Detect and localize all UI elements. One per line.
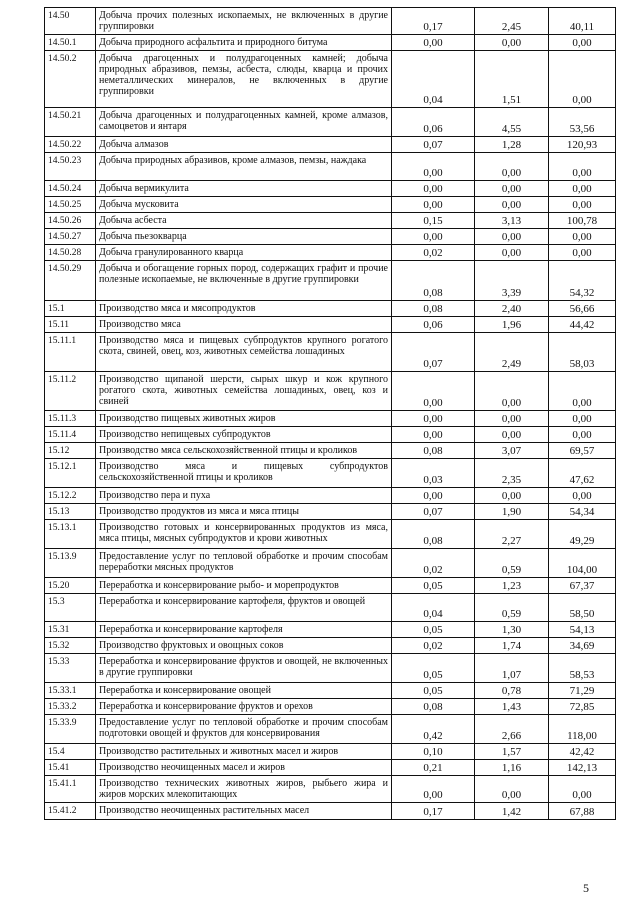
- value-1-cell: 0,02: [392, 638, 475, 654]
- code-cell: 15.4: [45, 744, 96, 760]
- value-1-cell: 0,00: [392, 411, 475, 427]
- value-1-cell: 0,05: [392, 654, 475, 683]
- name-cell: Добыча вермикулита: [96, 181, 392, 197]
- code-cell: 14.50.28: [45, 245, 96, 261]
- name-cell: Переработка и консервирование фруктов и орехов: [96, 699, 392, 715]
- name-cell: Добыча драгоценных и полудрагоценных камней, кроме алмазов, самоцветов и янтаря: [96, 108, 392, 137]
- value-1-cell: 0,00: [392, 488, 475, 504]
- code-cell: 14.50.2: [45, 51, 96, 108]
- value-2-cell: 1,96: [475, 317, 549, 333]
- value-3-cell: 0,00: [549, 35, 616, 51]
- code-cell: 14.50.22: [45, 137, 96, 153]
- table-row: [45, 683, 616, 699]
- value-2-cell: 0,00: [475, 153, 549, 181]
- code-cell: 15.20: [45, 578, 96, 594]
- code-cell: 15.41.1: [45, 776, 96, 803]
- table-row: [45, 333, 616, 372]
- code-cell: 15.33.1: [45, 683, 96, 699]
- value-3-cell: 142,13: [549, 760, 616, 776]
- table-row: [45, 699, 616, 715]
- code-cell: 15.33.2: [45, 699, 96, 715]
- value-1-cell: 0,00: [392, 372, 475, 411]
- name-cell: Добыча гранулированного кварца: [96, 245, 392, 261]
- name-cell: Производство пищевых животных жиров: [96, 411, 392, 427]
- value-3-cell: 69,57: [549, 443, 616, 459]
- name-cell: Добыча пьезокварца: [96, 229, 392, 245]
- value-2-cell: 3,07: [475, 443, 549, 459]
- table-row: [45, 197, 616, 213]
- code-cell: 15.33: [45, 654, 96, 683]
- table-row: [45, 549, 616, 578]
- value-2-cell: 1,28: [475, 137, 549, 153]
- code-cell: 15.12.1: [45, 459, 96, 488]
- value-3-cell: 0,00: [549, 488, 616, 504]
- code-cell: 14.50.27: [45, 229, 96, 245]
- value-2-cell: 1,57: [475, 744, 549, 760]
- value-1-cell: 0,00: [392, 153, 475, 181]
- value-1-cell: 0,05: [392, 578, 475, 594]
- value-1-cell: 0,05: [392, 622, 475, 638]
- table-row: [45, 594, 616, 622]
- codes-table: [44, 7, 616, 820]
- table-row: [45, 137, 616, 153]
- name-cell: Производство продуктов из мяса и мяса птицы: [96, 504, 392, 520]
- table-row: [45, 715, 616, 744]
- name-cell: Предоставление услуг по тепловой обработке и прочим способам подготовки овощей и фруктов для консервирования: [96, 715, 392, 744]
- name-cell: Производство растительных и животных масел и жиров: [96, 744, 392, 760]
- name-cell: Добыча драгоценных и полудрагоценных камней; добыча природных абразивов, пемзы, асбеста, слюды, кварца и прочих неметаллических минералов, не включенных в другие группировки: [96, 51, 392, 108]
- value-3-cell: 58,03: [549, 333, 616, 372]
- name-cell: Добыча прочих полезных ископаемых, не включенных в другие группировки: [96, 8, 392, 35]
- code-cell: 14.50.21: [45, 108, 96, 137]
- code-cell: 15.12.2: [45, 488, 96, 504]
- value-3-cell: 47,62: [549, 459, 616, 488]
- value-3-cell: 120,93: [549, 137, 616, 153]
- value-1-cell: 0,07: [392, 137, 475, 153]
- code-cell: 14.50.24: [45, 181, 96, 197]
- code-cell: 15.11.2: [45, 372, 96, 411]
- value-1-cell: 0,15: [392, 213, 475, 229]
- value-1-cell: 0,08: [392, 520, 475, 549]
- table-row: [45, 8, 616, 35]
- value-2-cell: 0,00: [475, 411, 549, 427]
- code-cell: 14.50.25: [45, 197, 96, 213]
- name-cell: Переработка и консервирование овощей: [96, 683, 392, 699]
- name-cell: Производство неочищенных растительных масел: [96, 803, 392, 820]
- name-cell: Переработка и консервирование картофеля, фруктов и овощей: [96, 594, 392, 622]
- value-1-cell: 0,00: [392, 35, 475, 51]
- name-cell: Производство неочищенных масел и жиров: [96, 760, 392, 776]
- value-2-cell: 0,00: [475, 197, 549, 213]
- table-row: [45, 153, 616, 181]
- value-1-cell: 0,06: [392, 317, 475, 333]
- value-1-cell: 0,06: [392, 108, 475, 137]
- value-2-cell: 1,43: [475, 699, 549, 715]
- value-1-cell: 0,04: [392, 51, 475, 108]
- table-row: [45, 504, 616, 520]
- value-1-cell: 0,00: [392, 229, 475, 245]
- name-cell: Добыча природного асфальтита и природного битума: [96, 35, 392, 51]
- name-cell: Производство мяса сельскохозяйственной птицы и кроликов: [96, 443, 392, 459]
- value-3-cell: 0,00: [549, 51, 616, 108]
- code-cell: 14.50.26: [45, 213, 96, 229]
- code-cell: 15.41.2: [45, 803, 96, 820]
- table-row: [45, 488, 616, 504]
- value-3-cell: 0,00: [549, 197, 616, 213]
- value-3-cell: 67,37: [549, 578, 616, 594]
- table-row: [45, 317, 616, 333]
- value-3-cell: 0,00: [549, 411, 616, 427]
- value-1-cell: 0,03: [392, 459, 475, 488]
- name-cell: Добыча природных абразивов, кроме алмазов, пемзы, наждака: [96, 153, 392, 181]
- table-row: [45, 427, 616, 443]
- table-row: [45, 622, 616, 638]
- value-3-cell: 49,29: [549, 520, 616, 549]
- value-3-cell: 67,88: [549, 803, 616, 820]
- value-2-cell: 0,00: [475, 427, 549, 443]
- value-3-cell: 104,00: [549, 549, 616, 578]
- value-2-cell: 3,13: [475, 213, 549, 229]
- name-cell: Производство готовых и консервированных продуктов из мяса, мяса птицы, мясных субпродуктов и крови животных: [96, 520, 392, 549]
- code-cell: 15.3: [45, 594, 96, 622]
- name-cell: Производство мяса и пищевых субпродуктов крупного рогатого скота, свиней, овец, коз, животных семейства лошадиных: [96, 333, 392, 372]
- table-row: [45, 443, 616, 459]
- value-1-cell: 0,21: [392, 760, 475, 776]
- value-3-cell: 0,00: [549, 776, 616, 803]
- name-cell: Производство мяса и пищевых субпродуктов сельскохозяйственной птицы и кроликов: [96, 459, 392, 488]
- value-2-cell: 2,40: [475, 301, 549, 317]
- value-2-cell: 1,30: [475, 622, 549, 638]
- value-1-cell: 0,08: [392, 443, 475, 459]
- value-3-cell: 71,29: [549, 683, 616, 699]
- value-1-cell: 0,08: [392, 699, 475, 715]
- name-cell: Предоставление услуг по тепловой обработке и прочим способам переработки мясных продуктов: [96, 549, 392, 578]
- table-row: [45, 638, 616, 654]
- value-2-cell: 4,55: [475, 108, 549, 137]
- code-cell: 15.1: [45, 301, 96, 317]
- table-body: [45, 8, 616, 820]
- code-cell: 15.11.3: [45, 411, 96, 427]
- value-2-cell: 0,00: [475, 488, 549, 504]
- value-3-cell: 54,32: [549, 261, 616, 301]
- table-row: [45, 411, 616, 427]
- name-cell: Производство пера и пуха: [96, 488, 392, 504]
- code-cell: 15.41: [45, 760, 96, 776]
- value-3-cell: 72,85: [549, 699, 616, 715]
- value-1-cell: 0,10: [392, 744, 475, 760]
- value-2-cell: 0,00: [475, 776, 549, 803]
- code-cell: 15.11.1: [45, 333, 96, 372]
- value-3-cell: 118,00: [549, 715, 616, 744]
- name-cell: Переработка и консервирование рыбо- и морепродуктов: [96, 578, 392, 594]
- table-row: [45, 520, 616, 549]
- value-2-cell: 1,74: [475, 638, 549, 654]
- name-cell: Производство мяса: [96, 317, 392, 333]
- value-1-cell: 0,08: [392, 261, 475, 301]
- name-cell: Добыча и обогащение горных пород, содержащих графит и прочие полезные ископаемые, не включенные в другие группировки: [96, 261, 392, 301]
- code-cell: 15.12: [45, 443, 96, 459]
- table-row: [45, 578, 616, 594]
- value-3-cell: 0,00: [549, 372, 616, 411]
- value-2-cell: 0,00: [475, 372, 549, 411]
- value-3-cell: 0,00: [549, 245, 616, 261]
- value-1-cell: 0,00: [392, 776, 475, 803]
- value-3-cell: 44,42: [549, 317, 616, 333]
- value-1-cell: 0,17: [392, 8, 475, 35]
- value-3-cell: 42,42: [549, 744, 616, 760]
- name-cell: Производство щипаной шерсти, сырых шкур и кож крупного рогатого скота, животных семейства лошадиных, овец, коз и свиней: [96, 372, 392, 411]
- value-1-cell: 0,02: [392, 549, 475, 578]
- value-3-cell: 56,66: [549, 301, 616, 317]
- value-3-cell: 58,53: [549, 654, 616, 683]
- value-3-cell: 100,78: [549, 213, 616, 229]
- code-cell: 15.33.9: [45, 715, 96, 744]
- value-1-cell: 0,42: [392, 715, 475, 744]
- value-2-cell: 1,42: [475, 803, 549, 820]
- value-1-cell: 0,07: [392, 504, 475, 520]
- value-3-cell: 58,50: [549, 594, 616, 622]
- code-cell: 15.11.4: [45, 427, 96, 443]
- value-2-cell: 1,23: [475, 578, 549, 594]
- table-row: [45, 229, 616, 245]
- table-row: [45, 245, 616, 261]
- name-cell: Переработка и консервирование фруктов и овощей, не включенных в другие группировки: [96, 654, 392, 683]
- table-row: [45, 459, 616, 488]
- table-row: [45, 261, 616, 301]
- name-cell: Производство фруктовых и овощных соков: [96, 638, 392, 654]
- value-1-cell: 0,17: [392, 803, 475, 820]
- name-cell: Добыча асбеста: [96, 213, 392, 229]
- value-3-cell: 0,00: [549, 153, 616, 181]
- code-cell: 15.13.9: [45, 549, 96, 578]
- value-2-cell: 0,59: [475, 549, 549, 578]
- table-row: [45, 181, 616, 197]
- value-1-cell: 0,04: [392, 594, 475, 622]
- code-cell: 15.11: [45, 317, 96, 333]
- value-2-cell: 2,35: [475, 459, 549, 488]
- value-2-cell: 0,00: [475, 35, 549, 51]
- table-row: [45, 803, 616, 820]
- value-1-cell: 0,05: [392, 683, 475, 699]
- table-row: [45, 301, 616, 317]
- name-cell: Добыча мусковита: [96, 197, 392, 213]
- name-cell: Производство непищевых субпродуктов: [96, 427, 392, 443]
- name-cell: Производство мяса и мясопродуктов: [96, 301, 392, 317]
- value-1-cell: 0,02: [392, 245, 475, 261]
- table-row: [45, 654, 616, 683]
- value-2-cell: 3,39: [475, 261, 549, 301]
- code-cell: 14.50.29: [45, 261, 96, 301]
- table-row: [45, 760, 616, 776]
- value-1-cell: 0,00: [392, 427, 475, 443]
- table-row: [45, 744, 616, 760]
- name-cell: Производство технических животных жиров, рыбьего жира и жиров морских млекопитающих: [96, 776, 392, 803]
- code-cell: 15.13: [45, 504, 96, 520]
- name-cell: Добыча алмазов: [96, 137, 392, 153]
- code-cell: 15.32: [45, 638, 96, 654]
- value-3-cell: 40,11: [549, 8, 616, 35]
- value-2-cell: 2,45: [475, 8, 549, 35]
- value-2-cell: 2,49: [475, 333, 549, 372]
- value-2-cell: 0,00: [475, 229, 549, 245]
- value-3-cell: 0,00: [549, 181, 616, 197]
- value-2-cell: 1,16: [475, 760, 549, 776]
- table-row: [45, 372, 616, 411]
- table-row: [45, 35, 616, 51]
- value-3-cell: 53,56: [549, 108, 616, 137]
- value-2-cell: 1,07: [475, 654, 549, 683]
- value-2-cell: 0,78: [475, 683, 549, 699]
- code-cell: 15.13.1: [45, 520, 96, 549]
- code-cell: 14.50: [45, 8, 96, 35]
- value-2-cell: 0,00: [475, 181, 549, 197]
- code-cell: 15.31: [45, 622, 96, 638]
- name-cell: Переработка и консервирование картофеля: [96, 622, 392, 638]
- value-2-cell: 1,90: [475, 504, 549, 520]
- page-number: 5: [583, 881, 589, 895]
- value-1-cell: 0,07: [392, 333, 475, 372]
- value-3-cell: 54,34: [549, 504, 616, 520]
- value-2-cell: 0,00: [475, 245, 549, 261]
- value-2-cell: 1,51: [475, 51, 549, 108]
- value-1-cell: 0,00: [392, 197, 475, 213]
- value-2-cell: 0,59: [475, 594, 549, 622]
- table-row: [45, 51, 616, 108]
- value-1-cell: 0,00: [392, 181, 475, 197]
- table-row: [45, 213, 616, 229]
- code-cell: 14.50.1: [45, 35, 96, 51]
- value-3-cell: 0,00: [549, 427, 616, 443]
- value-2-cell: 2,66: [475, 715, 549, 744]
- code-cell: 14.50.23: [45, 153, 96, 181]
- value-1-cell: 0,08: [392, 301, 475, 317]
- value-3-cell: 34,69: [549, 638, 616, 654]
- value-3-cell: 54,13: [549, 622, 616, 638]
- value-2-cell: 2,27: [475, 520, 549, 549]
- table-row: [45, 776, 616, 803]
- table-row: [45, 108, 616, 137]
- value-3-cell: 0,00: [549, 229, 616, 245]
